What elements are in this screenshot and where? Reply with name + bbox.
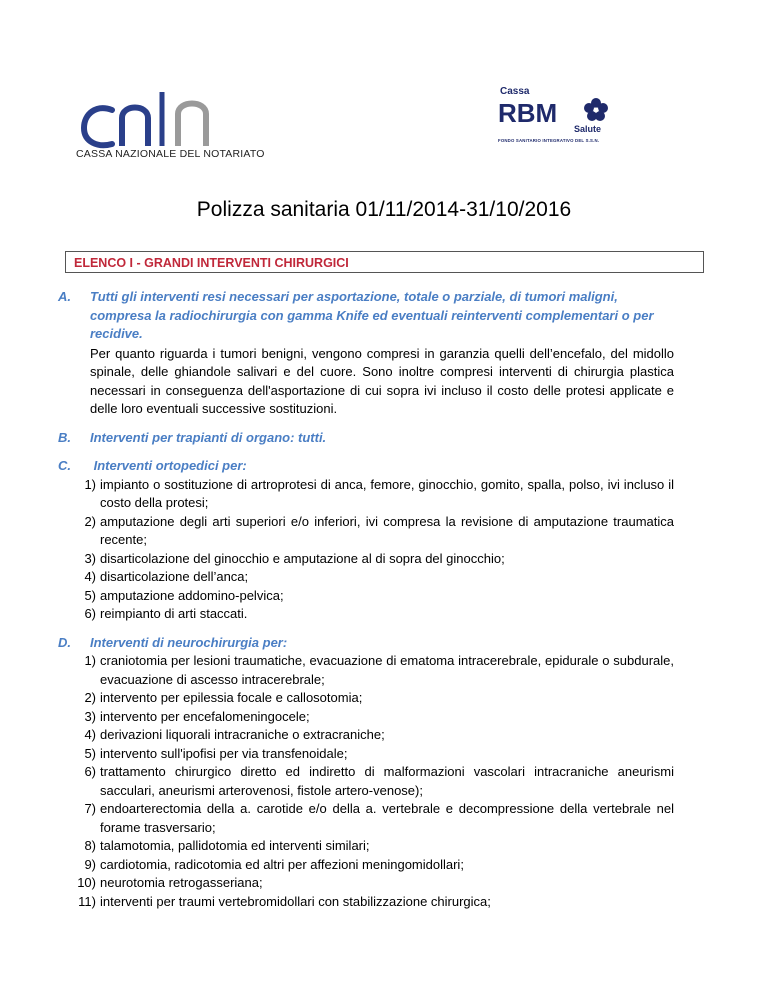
list-item: 9) cardiotomia, radicotomia ed altri per affezioni meningomidollari; (84, 856, 464, 872)
block-d-heading: D. Interventi di neurochirurgia per: (74, 634, 674, 653)
list-item: 4) derivazioni liquorali intracraniche o extracraniche; (84, 727, 385, 742)
block-b (58, 429, 674, 448)
block-b-letter: B. (58, 429, 71, 445)
section-title: ELENCO I - GRANDI INTERVENTI CHIRURGICI (74, 256, 349, 270)
list-item: 3) intervento per encefalomeningocele; (84, 708, 310, 724)
list-item: 2) intervento per epilessia focale e callosotomia; (84, 690, 363, 705)
document-title: Polizza sanitaria 01/11/2014-31/10/2016 (196, 198, 572, 221)
block-c-list (74, 476, 674, 624)
block-c-heading: C. Interventi ortopedici per: (74, 457, 674, 476)
rbm-logo-tagline: FONDO SANITARIO INTEGRATIVO DEL S.S.N. (498, 138, 600, 143)
block-a-letter: A. (58, 289, 71, 304)
list-item: 2) amputazione degli arti superiori e/o inferiori, ivi compresa la revisione di amputazione traumatica recente; (84, 513, 674, 547)
list-item: 1) impianto o sostituzione di artroprotesi di anca, femore, ginocchio, gomito, spalla, polso, ivi incluso il costo della protesi; (84, 476, 674, 510)
list-item: 5) amputazione addomino-pelvica; (84, 587, 284, 603)
block-c (58, 457, 674, 624)
list-item: 6) reimpianto di arti staccati. (84, 606, 248, 621)
document-body (58, 288, 674, 911)
list-item: 7) endoarterectomia della a. carotide e/o della a. vertebrale e decompressione della vertebrale nel forame trasversario; (84, 801, 674, 835)
list-item: 8) talamotomia, pallidotomia ed interventi similari; (84, 838, 370, 853)
rbm-logo-brand: RBM (498, 98, 558, 128)
block-c-letter: C. (58, 458, 71, 473)
list-item: 5) intervento sull'ipofisi per via transfenoidale; (84, 745, 348, 761)
list-item: 3) disarticolazione del ginocchio e amputazione al di sopra del ginocchio; (84, 550, 505, 566)
logo-caption: CASSA NAZIONALE DEL NOTARIATO (76, 148, 265, 160)
section-title-box (65, 251, 704, 273)
list-item: 11) interventi per traumi vertebromidollari con stabilizzazione chirurgica; (78, 893, 491, 909)
block-d-letter: D. (58, 634, 71, 650)
block-a (58, 288, 674, 419)
block-a-heading: A. Tutti gli interventi resi necessari per asportazione, totale o parziale, di tumori maligni, compresa la radiochirurgia con gamma Knife ed eventuali reinterventi complementari o per recidive. (58, 289, 654, 341)
list-item: 4) disarticolazione dell’anca; (84, 569, 249, 584)
block-d (58, 634, 674, 912)
list-item: 1) craniotomia per lesioni traumatiche, evacuazione di ematoma intracerebrale, epidurale o subdurale, evacuazione di ascesso intracerebrale; (84, 653, 674, 687)
block-d-list (74, 652, 674, 911)
list-item: 6) trattamento chirurgico diretto ed indiretto di malformazioni vascolari intracraniche aneurismi sacculari, aneurismi arterovenosi, fistole artero-venose); (84, 764, 674, 798)
rbm-logo-salute: Salute (574, 124, 602, 134)
rbm-logo-cassa: Cassa (500, 86, 530, 97)
list-item: 10) neurotomia retrogasseriana; (77, 875, 263, 890)
block-b-heading: B. Interventi per trapianti di organo: tutti. (74, 429, 674, 448)
block-a-paragraph: Per quanto riguarda i tumori benigni, vengono compresi in garanzia quelli dell’encefalo, del midollo spinale, delle ghiandole salivari e del cuore. Sono inoltre compresi interventi di chirurgia plastica necessari in conseguenza dell'asportazione di cui sopra ivi incluso il costo delle protesi applicate e delle loro eventuali successive sostituzioni. (90, 345, 674, 416)
